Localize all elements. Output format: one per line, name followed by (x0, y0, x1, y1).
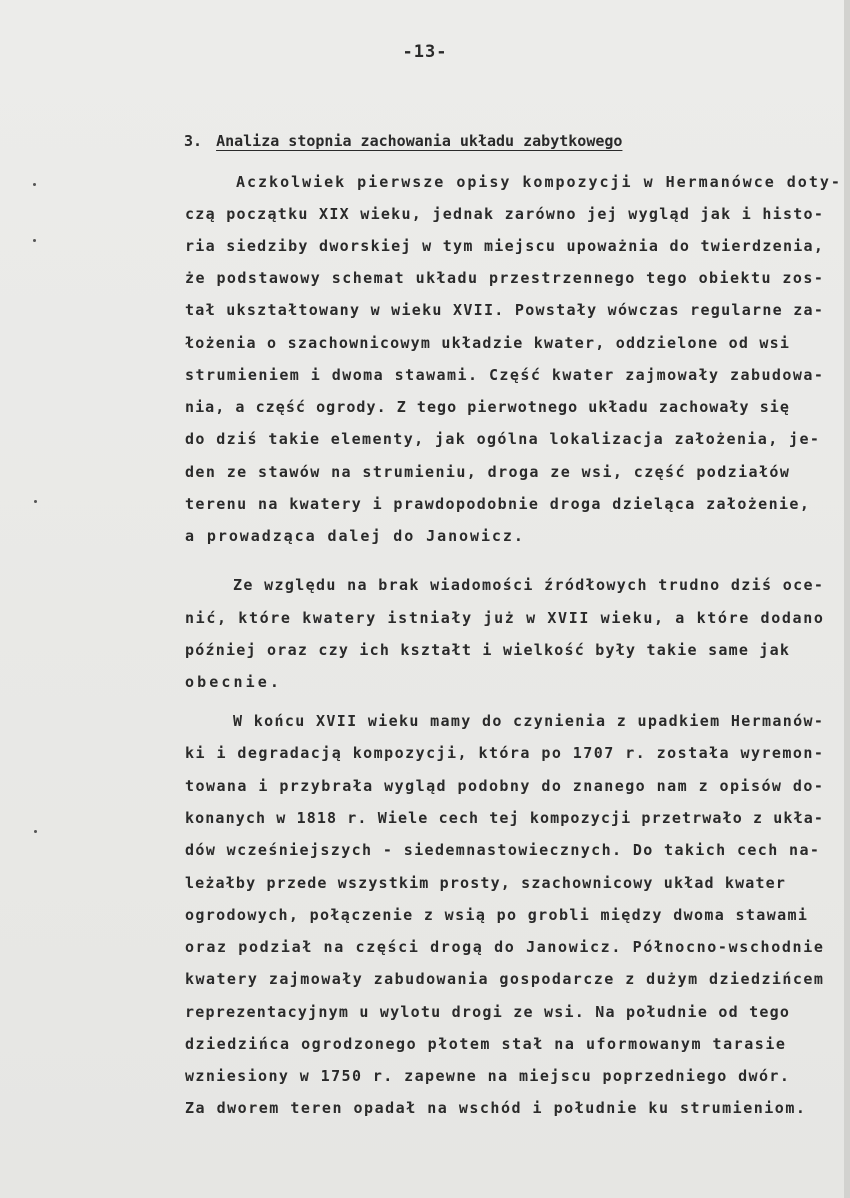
text-line: leżałby przede wszystkim prosty, szachownicowy układ kwater (185, 874, 787, 892)
text-line: czą początku XIX wieku, jednak zarówno jej wygląd jak i histo- (185, 205, 825, 223)
text-line: oraz podział na części drogą do Janowicz. Północno-wschodnie (185, 938, 825, 956)
text-line: nić, które kwatery istniały już w XVII wieku, a które dodano (185, 609, 825, 627)
text-line: towana i przybrała wygląd podobny do znanego nam z opisów do- (185, 777, 825, 795)
margin-dot (33, 183, 36, 186)
text-line: tał ukształtowany w wieku XVII. Powstały wówczas regularne za- (185, 301, 825, 319)
text-line: Aczkolwiek pierwsze opisy kompozycji w Hermanówce doty- (236, 173, 842, 191)
text-line: Za dworem teren opadał na wschód i południe ku strumieniom. (185, 1099, 807, 1117)
text-line: ki i degradacją kompozycji, która po 1707 r. została wyremon- (185, 744, 825, 762)
text-line: dów wcześniejszych - siedemnastowiecznych. Do takich cech na- (185, 841, 821, 859)
text-line: później oraz czy ich kształt i wielkość były takie same jak (185, 641, 791, 659)
margin-dot (34, 830, 37, 833)
text-line: strumieniem i dwoma stawami. Część kwater zajmowały zabudowa- (185, 366, 825, 384)
text-line: obecnie. (185, 673, 283, 691)
margin-dot (34, 500, 37, 503)
page-number: -13- (402, 42, 448, 62)
section-heading (184, 132, 622, 150)
text-line: dziedzińca ogrodzonego płotem stał na uformowanym tarasie (185, 1035, 787, 1053)
text-line: ria siedziby dworskiej w tym miejscu upoważnia do twierdzenia, (185, 237, 825, 255)
text-line: den ze stawów na strumieniu, droga ze wsi, część podziałów (185, 463, 791, 481)
text-line: wzniesiony w 1750 r. zapewne na miejscu poprzedniego dwór. (185, 1067, 791, 1085)
text-line: terenu na kwatery i prawdopodobnie droga dzieląca założenie, (185, 495, 811, 513)
text-line: konanych w 1818 r. Wiele cech tej kompozycji przetrwało z ukła- (185, 809, 824, 827)
text-line: że podstawowy schemat układu przestrzennego tego obiektu zos- (185, 269, 825, 287)
text-line: ogrodowych, połączenie z wsią po grobli między dwoma stawami (185, 906, 809, 924)
text-line: reprezentacyjnym u wylotu drogi ze wsi. Na południe od tego (185, 1003, 791, 1021)
text-line: do dziś takie elementy, jak ogólna lokalizacja założenia, je- (185, 430, 821, 448)
section-title: Analiza stopnia zachowania układu zabytkowego (216, 132, 623, 150)
page-edge (844, 0, 850, 1198)
text-line: W końcu XVII wieku mamy do czynienia z upadkiem Hermanów- (233, 712, 825, 730)
section-number: 3. (184, 132, 203, 150)
text-line: Ze względu na brak wiadomości źródłowych trudno dziś oce- (233, 576, 825, 594)
text-line: kwatery zajmowały zabudowania gospodarcze z dużym dziedzińcem (185, 970, 825, 988)
text-line: nia, a część ogrody. Z tego pierwotnego układu zachowały się (185, 398, 790, 416)
text-line: a prowadząca dalej do Janowicz. (185, 527, 525, 545)
margin-dot (33, 239, 36, 242)
text-line: łożenia o szachownicowym układzie kwater, oddzielone od wsi (185, 334, 791, 352)
